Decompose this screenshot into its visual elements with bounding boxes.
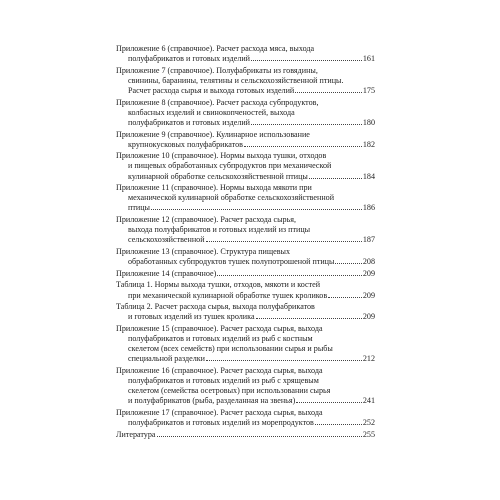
table-of-contents xyxy=(116,44,375,441)
toc-entry-text: и готовых изделий из тушек кролика xyxy=(128,312,255,322)
toc-entry-text: Расчет расхода сырья и выхода готовых изделий xyxy=(128,85,295,95)
toc-entry-text: сельскохозяйственной xyxy=(128,235,205,245)
dot-leader xyxy=(256,318,362,319)
toc-entry-text: скелетом (семейства осетровых) при использовании сырья xyxy=(128,386,331,396)
toc-entry-line xyxy=(116,66,375,76)
toc-entry-text: полуфабрикатов и готовых изделий xyxy=(128,54,251,64)
toc-entry-line xyxy=(116,324,375,334)
toc-entry-line xyxy=(116,418,375,428)
toc-page-number: 182 xyxy=(362,139,375,149)
toc-entry-line xyxy=(116,430,375,440)
dot-leader xyxy=(296,402,362,403)
toc-entry-text: полуфабрикатов и готовых изделий из рыб с костным xyxy=(128,334,313,344)
toc-entry-line xyxy=(116,215,375,225)
toc-entry-text: Приложение 8 (справочное). Расчет расхода субпродуктов, xyxy=(116,97,319,107)
toc-entry-line xyxy=(116,366,375,376)
toc-page-number: 208 xyxy=(362,257,375,267)
toc-entry-text: Приложение 9 (справочное). Кулинарное использование xyxy=(116,129,310,139)
dot-leader xyxy=(251,60,362,61)
toc-entry-text: Приложение 15 (справочное). Расчет расхода сырья, выхода xyxy=(116,323,323,333)
toc-entry-line xyxy=(116,225,375,235)
toc-entry-text: Литература xyxy=(116,429,156,439)
dot-leader xyxy=(217,275,362,276)
toc-entry xyxy=(116,269,375,279)
toc-entry-line xyxy=(116,86,375,96)
toc-entry xyxy=(116,98,375,128)
toc-entry-text: птицы xyxy=(128,203,150,213)
toc-entry-text: специальной разделки xyxy=(128,354,206,364)
toc-entry-line xyxy=(116,140,375,150)
toc-entry-line xyxy=(116,54,375,64)
toc-entry-text: Приложение 17 (справочное). Расчет расхода сырья, выхода xyxy=(116,407,323,417)
dot-leader xyxy=(206,241,362,242)
toc-entry-line xyxy=(116,354,375,364)
toc-entry xyxy=(116,130,375,150)
toc-page-number: 161 xyxy=(362,54,375,64)
toc-entry-line xyxy=(116,108,375,118)
toc-entry-line xyxy=(116,408,375,418)
toc-entry-line xyxy=(116,376,375,386)
toc-entry xyxy=(116,247,375,267)
toc-entry-line xyxy=(116,344,375,354)
toc-entry xyxy=(116,44,375,64)
toc-entry-text: и полуфабрикатов (рыба, разделанная на звенья) xyxy=(128,396,296,406)
toc-entry-text: полуфабрикатов и готовых изделий из морепродуктов xyxy=(128,418,314,427)
toc-entry-line xyxy=(116,183,375,193)
toc-entry-text: выхода полуфабрикатов и готовых изделий из птицы xyxy=(128,225,311,235)
toc-entry-line xyxy=(116,257,375,267)
toc-entry-line xyxy=(116,193,375,203)
toc-page-number: 184 xyxy=(362,171,375,181)
dot-leader xyxy=(151,209,362,210)
dot-leader xyxy=(206,360,362,361)
toc-entry-text: Приложение 10 (справочное). Нормы выхода тушки, отходов xyxy=(116,151,327,161)
toc-entry xyxy=(116,366,375,406)
toc-entry-text: Таблица 1. Нормы выхода тушки, отходов, мякоти и костей xyxy=(116,280,321,290)
toc-entry xyxy=(116,280,375,300)
toc-entry-line xyxy=(116,312,375,322)
toc-page-number: 186 xyxy=(362,203,375,213)
toc-entry-line xyxy=(116,386,375,396)
toc-entry-text: полуфабрикатов и готовых изделий из рыб с хрящевым xyxy=(128,376,319,386)
toc-entry-line xyxy=(116,44,375,54)
toc-page-number: 209 xyxy=(362,290,375,300)
toc-entry xyxy=(116,324,375,364)
toc-entry-text: Приложение 14 (справочное) xyxy=(116,268,217,278)
toc-entry-line xyxy=(116,98,375,108)
toc-entry-text: при механической кулинарной обработке тушек кроликов xyxy=(128,290,328,300)
toc-entry-line xyxy=(116,235,375,245)
toc-entry-text: Приложение 11 (справочное). Нормы выхода мякоти при xyxy=(116,183,312,193)
toc-entry xyxy=(116,215,375,245)
toc-entry-line xyxy=(116,396,375,406)
toc-entry-line xyxy=(116,247,375,257)
toc-entry-line xyxy=(116,151,375,161)
dot-leader xyxy=(335,263,361,264)
toc-entry xyxy=(116,183,375,213)
toc-page-number: 209 xyxy=(362,268,375,278)
dot-leader xyxy=(244,146,362,147)
dot-leader xyxy=(328,297,362,298)
toc-entry xyxy=(116,408,375,428)
toc-entry-text: полуфабрикатов и готовых изделий xyxy=(128,117,251,127)
toc-entry-text: механической кулинарной обработке сельскохозяйственной xyxy=(128,193,335,203)
toc-entry-line xyxy=(116,291,375,301)
dot-leader xyxy=(309,178,362,179)
toc-entry-text: Приложение 6 (справочное). Расчет расхода мяса, выхода xyxy=(116,44,315,53)
toc-entry-line xyxy=(116,118,375,128)
toc-entry-line xyxy=(116,280,375,290)
toc-entry-line xyxy=(116,161,375,171)
toc-entry xyxy=(116,66,375,96)
toc-entry xyxy=(116,151,375,181)
toc-entry-text: Приложение 12 (справочное). Расчет расхода сырья, xyxy=(116,215,296,225)
toc-entry-text: обработанных субпродуктов тушек полупотрошеной птицы xyxy=(128,257,335,267)
toc-entry-line xyxy=(116,302,375,312)
toc-page-number: 187 xyxy=(362,235,375,245)
toc-entry-line xyxy=(116,172,375,182)
toc-entry-line xyxy=(116,269,375,279)
toc-entry-text: свинины, баранины, телятины и сельскохозяйственной птицы. xyxy=(128,75,344,85)
toc-page-number: 255 xyxy=(362,429,375,439)
toc-entry-line xyxy=(116,203,375,213)
toc-entry-text: колбасных изделий и свинокопченостей, выхода xyxy=(128,107,295,117)
dot-leader xyxy=(157,436,362,437)
toc-page-number: 175 xyxy=(362,85,375,95)
toc-entry-line xyxy=(116,76,375,86)
toc-page-number: 241 xyxy=(362,396,375,406)
toc-entry-text: Приложение 13 (справочное). Структура пищевых xyxy=(116,246,290,256)
toc-entry-line xyxy=(116,334,375,344)
dot-leader xyxy=(315,424,362,425)
toc-entry-text: кулинарной обработке сельскохозяйственной птицы xyxy=(128,171,308,181)
dot-leader xyxy=(295,92,362,93)
dot-leader xyxy=(251,124,362,125)
toc-entry xyxy=(116,430,375,440)
toc-page-number: 180 xyxy=(362,117,375,127)
toc-entry-text: и пищевых обработанных субпродуктов при механической xyxy=(128,161,332,171)
toc-page-number: 209 xyxy=(362,312,375,322)
toc-entry-text: крупнокусковых полуфабрикатов xyxy=(128,139,243,149)
toc-entry-text: Приложение 16 (справочное). Расчет расхода сырья, выхода xyxy=(116,365,323,375)
toc-entry xyxy=(116,302,375,322)
toc-page-number: 252 xyxy=(362,418,375,427)
toc-entry-text: скелетом (всех семейств) при использовании сырья и рыбы xyxy=(128,344,333,354)
toc-entry-text: Приложение 7 (справочное). Полуфабрикаты из говядины, xyxy=(116,65,318,75)
toc-entry-text: Таблица 2. Расчет расхода сырья, выхода полуфабрикатов xyxy=(116,302,315,312)
toc-page-number: 212 xyxy=(362,354,375,364)
toc-entry-line xyxy=(116,130,375,140)
